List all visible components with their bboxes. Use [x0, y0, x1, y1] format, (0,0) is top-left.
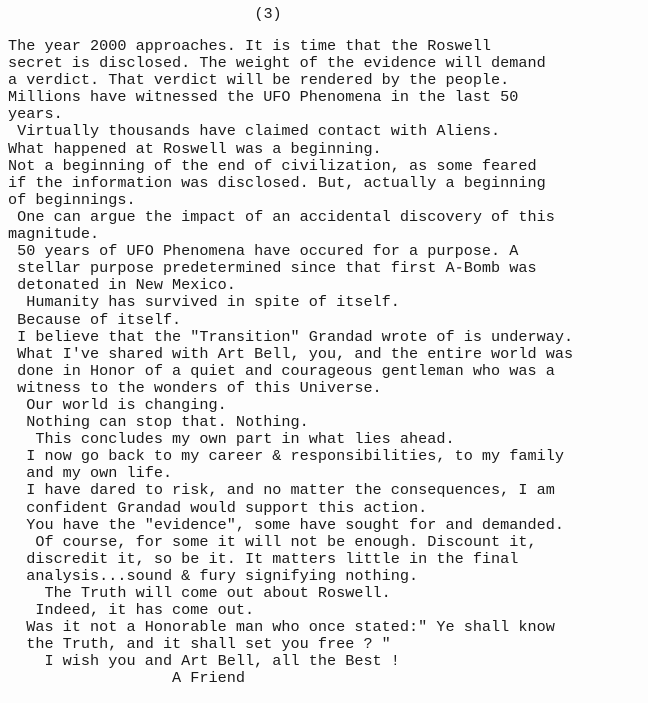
- letter-line: One can argue the impact of an accidental discovery of this: [8, 207, 555, 226]
- letter-line: Of course, for some it will not be enough. Discount it,: [8, 532, 537, 551]
- letter-line: discredit it, so be it. It matters little in the final: [8, 549, 519, 568]
- letter-line: Virtually thousands have claimed contact with Aliens.: [8, 122, 501, 141]
- page-number: (3): [254, 5, 282, 23]
- letter-line: magnitude.: [8, 225, 100, 244]
- letter-body: [8, 38, 644, 688]
- letter-line: Nothing can stop that. Nothing.: [8, 413, 309, 432]
- letter-line: The Truth will come out about Roswell.: [8, 584, 391, 602]
- letter-line: A Friend: [8, 669, 245, 688]
- letter-line: What I've shared with Art Bell, you, and the entire world was: [8, 344, 574, 363]
- letter-line: Not a beginning of the end of civilization, as some feared: [8, 156, 537, 175]
- letter-line: I have dared to risk, and no matter the consequences, I am: [8, 481, 555, 500]
- letter-line: confident Grandad would support this action.: [8, 498, 428, 517]
- letter-line: done in Honor of a quiet and courageous gentleman who was a: [8, 361, 555, 380]
- letter-line: analysis...sound & fury signifying nothing.: [8, 566, 419, 585]
- letter-line: years.: [8, 105, 63, 124]
- letter-line: of beginnings.: [8, 190, 136, 209]
- letter-line: a verdict. That verdict will be rendered by the people.: [8, 71, 510, 90]
- letter-line: secret is disclosed. The weight of the evidence will demand: [8, 54, 546, 73]
- letter-line: You have the "evidence", some have sought for and demanded.: [8, 515, 564, 534]
- letter-line: Our world is changing.: [8, 395, 227, 414]
- letter-line: I wish you and Art Bell, all the Best !: [8, 652, 400, 671]
- letter-line: I now go back to my career & responsibilities, to my family: [8, 447, 564, 466]
- letter-line: and my own life.: [8, 464, 173, 483]
- letter-line: the Truth, and it shall set you free ? ": [8, 635, 391, 654]
- letter-line: Millions have witnessed the UFO Phenomena in the last 50: [8, 88, 519, 107]
- letter-line: stellar purpose predetermined since that first A-Bomb was: [8, 259, 537, 278]
- letter-line: I believe that the "Transition" Grandad wrote of is underway.: [8, 327, 574, 346]
- letter-line: 50 years of UFO Phenomena have occured for a purpose. A: [8, 242, 519, 261]
- letter-line: Was it not a Honorable man who once stated:" Ye shall know: [8, 618, 555, 637]
- letter-line: Humanity has survived in spite of itself.: [8, 293, 400, 312]
- letter-line: The year 2000 approaches. It is time that the Roswell: [8, 37, 492, 55]
- letter-line: if the information was disclosed. But, actually a beginning: [8, 173, 546, 192]
- letter-line: Indeed, it has come out.: [8, 601, 255, 620]
- letter-line: This concludes my own part in what lies ahead.: [8, 430, 455, 449]
- letter-line: detonated in New Mexico.: [8, 276, 236, 295]
- letter-line: What happened at Roswell was a beginning.: [8, 139, 382, 158]
- letter-line: Because of itself.: [8, 310, 182, 329]
- letter-line: witness to the wonders of this Universe.: [8, 378, 382, 397]
